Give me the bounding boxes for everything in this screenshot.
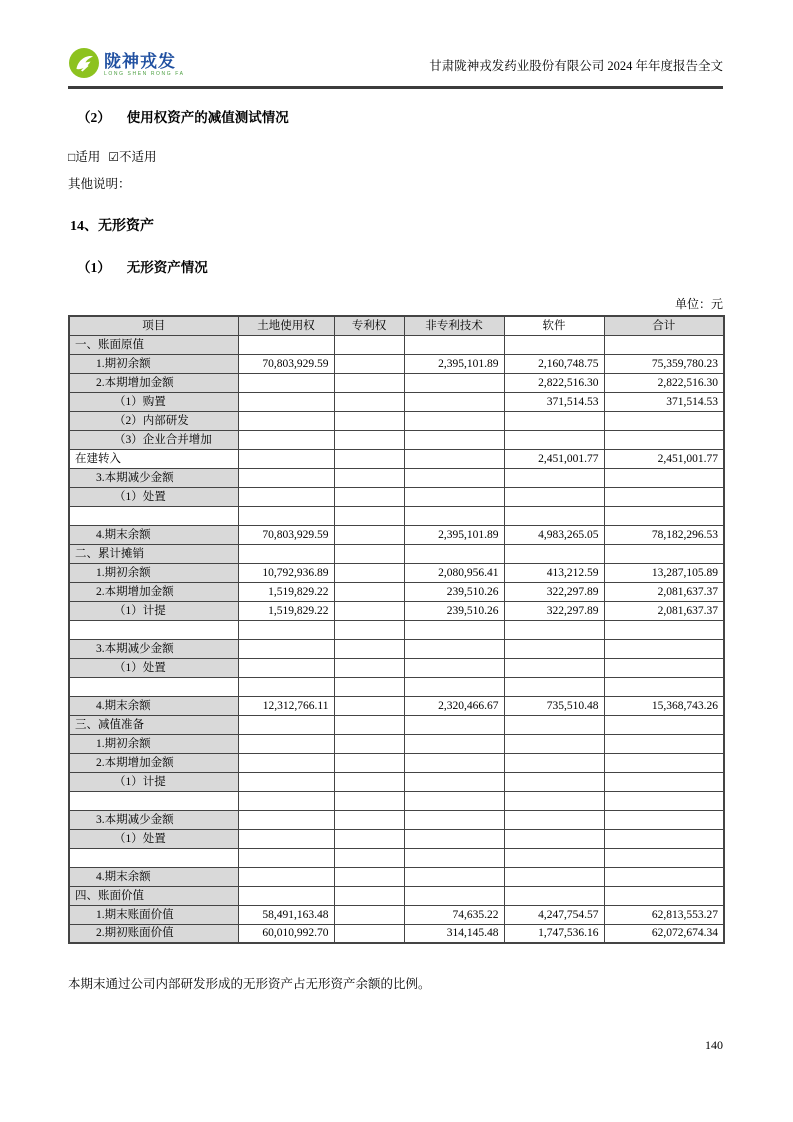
cell-value [604,620,724,639]
cell-value [604,886,724,905]
cell-value: 2,395,101.89 [404,354,504,373]
cell-value [504,848,604,867]
cell-value [238,791,334,810]
cell-value: 4,983,265.05 [504,525,604,544]
cell-value: 2,081,637.37 [604,582,724,601]
row-label: （1）计提 [69,601,238,620]
cell-value: 78,182,296.53 [604,525,724,544]
checkbox-checked-icon: ☑ [108,150,120,164]
cell-value [334,525,404,544]
cell-value: 70,803,929.59 [238,354,334,373]
cell-value: 2,160,748.75 [504,354,604,373]
column-header-1: 土地使用权 [238,316,334,335]
cell-value [404,886,504,905]
cell-value [238,772,334,791]
row-label: 4.期末余额 [69,867,238,886]
cell-value [604,658,724,677]
cell-value [238,468,334,487]
cell-value: 1,747,536.16 [504,924,604,943]
brand-name-cn: 陇神戎发 [104,51,176,71]
applicable-label: 适用 [75,150,101,164]
cell-value: 1,519,829.22 [238,601,334,620]
cell-value [604,677,724,696]
table-row [69,810,724,829]
row-label: 1.期初余额 [69,734,238,753]
cell-value [334,392,404,411]
cell-value: 2,395,101.89 [404,525,504,544]
row-label [69,620,238,639]
cell-value [404,392,504,411]
cell-value [404,848,504,867]
cell-value [334,487,404,506]
cell-value [334,468,404,487]
cell-value [504,677,604,696]
row-label: 1.期末账面价值 [69,905,238,924]
cell-value [504,810,604,829]
header-divider [68,86,723,89]
cell-value [334,924,404,943]
row-label: 1.期初余额 [69,563,238,582]
cell-value [238,620,334,639]
table-row [69,468,724,487]
cell-value [404,506,504,525]
cell-value [504,411,604,430]
cell-value [334,335,404,354]
footer-note: 本期末通过公司内部研发形成的无形资产占无形资产余额的比例。 [68,977,431,991]
cell-value [504,772,604,791]
checkbox-empty-icon: □ [68,150,76,164]
cell-value: 2,320,466.67 [404,696,504,715]
table-row [69,867,724,886]
cell-value: 60,010,992.70 [238,924,334,943]
cell-value [334,867,404,886]
section-heading-intangible-assets: 14、无形资产 [70,219,154,234]
cell-value: 4,247,754.57 [504,905,604,924]
table-row [69,658,724,677]
cell-value [404,772,504,791]
table-row [69,715,724,734]
section-heading-impairment [68,106,723,126]
row-label: （2）内部研发 [69,411,238,430]
row-label: 4.期末余额 [69,696,238,715]
row-label: 2.本期增加金额 [69,753,238,772]
cell-value [238,411,334,430]
cell-value [334,848,404,867]
cell-value: 2,451,001.77 [604,449,724,468]
cell-value [404,411,504,430]
cell-value [504,886,604,905]
row-label [69,848,238,867]
cell-value: 2,080,956.41 [404,563,504,582]
cell-value [238,677,334,696]
cell-value: 239,510.26 [404,582,504,601]
cell-value [504,658,604,677]
row-label: 1.期初余额 [69,354,238,373]
cell-value [404,658,504,677]
cell-value [504,791,604,810]
cell-value [238,886,334,905]
table-row [69,373,724,392]
cell-value [604,791,724,810]
cell-value [238,734,334,753]
cell-value: 13,287,105.89 [604,563,724,582]
cell-value [604,506,724,525]
cell-value [504,506,604,525]
cell-value: 12,312,766.11 [238,696,334,715]
cell-value [404,620,504,639]
cell-value [604,810,724,829]
cell-value [334,354,404,373]
cell-value: 413,212.59 [504,563,604,582]
cell-value [604,753,724,772]
cell-value [504,829,604,848]
row-label: 2.本期增加金额 [69,373,238,392]
cell-value: 2,822,516.30 [504,373,604,392]
cell-value: 2,822,516.30 [604,373,724,392]
cell-value [404,753,504,772]
row-label: 四、账面价值 [69,886,238,905]
section-number: （2） [77,110,111,125]
row-label: 3.本期减少金额 [69,639,238,658]
row-label [69,677,238,696]
cell-value [334,734,404,753]
cell-value: 371,514.53 [504,392,604,411]
subsection-number: （1） [77,260,111,275]
section-title: 使用权资产的减值测试情况 [126,110,289,125]
table-row [69,335,724,354]
cell-value [334,639,404,658]
cell-value [334,905,404,924]
cell-value [238,430,334,449]
cell-value: 322,297.89 [504,582,604,601]
logo-icon [68,47,100,84]
cell-value [334,791,404,810]
cell-value [404,734,504,753]
table-row [69,392,724,411]
row-label: 2.期初账面价值 [69,924,238,943]
row-label: 4.期末余额 [69,525,238,544]
cell-value [334,544,404,563]
cell-value [604,639,724,658]
cell-value [504,715,604,734]
row-label: 二、累计摊销 [69,544,238,563]
table-row [69,411,724,430]
table-row [69,525,724,544]
cell-value [334,563,404,582]
page-number: 140 [705,1038,723,1052]
table-row [69,924,724,943]
cell-value [404,715,504,734]
cell-value [238,506,334,525]
cell-value [334,582,404,601]
table-row [69,696,724,715]
unit-label: 单位：元 [674,297,723,311]
cell-value [334,829,404,848]
cell-value [238,373,334,392]
table-row [69,772,724,791]
table-row [69,848,724,867]
cell-value [334,677,404,696]
table-row [69,449,724,468]
row-label: 2.本期增加金额 [69,582,238,601]
cell-value [238,639,334,658]
table-row [69,791,724,810]
table-row [69,639,724,658]
page-header [68,0,723,86]
column-header-4: 软件 [504,316,604,335]
row-label [69,791,238,810]
cell-value [404,430,504,449]
table-row [69,582,724,601]
cell-value [604,544,724,563]
intangible-assets-table [68,315,725,944]
document-title: 甘肃陇神戎发药业股份有限公司 2024 年年度报告全文 [429,59,723,73]
cell-value [334,810,404,829]
cell-value [238,335,334,354]
cell-value [404,487,504,506]
cell-value [404,810,504,829]
row-label: （1）购置 [69,392,238,411]
table-row [69,563,724,582]
applicability-line [68,147,723,165]
other-note-label: 其他说明： [68,177,131,191]
cell-value [504,867,604,886]
cell-value [238,658,334,677]
cell-value [504,544,604,563]
subsection-title: 无形资产情况 [126,260,208,275]
cell-value [238,753,334,772]
cell-value [604,829,724,848]
cell-value [334,715,404,734]
table-row [69,354,724,373]
cell-value [404,335,504,354]
table-row [69,487,724,506]
cell-value [334,449,404,468]
row-label: （1）处置 [69,658,238,677]
cell-value [604,715,724,734]
column-header-3: 非专利技术 [404,316,504,335]
row-label: （3）企业合并增加 [69,430,238,449]
not-applicable-label: 不适用 [119,150,157,164]
cell-value: 15,368,743.26 [604,696,724,715]
row-label: 三、减值准备 [69,715,238,734]
cell-value [504,335,604,354]
cell-value: 75,359,780.23 [604,354,724,373]
cell-value [334,772,404,791]
cell-value: 735,510.48 [504,696,604,715]
cell-value [604,867,724,886]
cell-value [334,753,404,772]
cell-value [334,506,404,525]
cell-value [334,411,404,430]
table-row [69,620,724,639]
row-label: 3.本期减少金额 [69,810,238,829]
cell-value [334,696,404,715]
cell-value [238,810,334,829]
cell-value [238,848,334,867]
cell-value [404,829,504,848]
cell-value [504,753,604,772]
cell-value [334,620,404,639]
cell-value [604,772,724,791]
cell-value [238,715,334,734]
cell-value [504,468,604,487]
table-row [69,753,724,772]
cell-value [504,430,604,449]
cell-value [238,829,334,848]
cell-value [604,411,724,430]
cell-value [404,544,504,563]
cell-value: 1,519,829.22 [238,582,334,601]
cell-value [238,392,334,411]
cell-value: 2,451,001.77 [504,449,604,468]
cell-value [604,848,724,867]
cell-value: 70,803,929.59 [238,525,334,544]
row-label: 3.本期减少金额 [69,468,238,487]
cell-value [404,449,504,468]
cell-value [604,335,724,354]
cell-value: 62,813,553.27 [604,905,724,924]
cell-value: 314,145.48 [404,924,504,943]
cell-value: 74,635.22 [404,905,504,924]
table-row [69,886,724,905]
row-label: （1）处置 [69,829,238,848]
cell-value [404,791,504,810]
cell-value [604,487,724,506]
cell-value [334,601,404,620]
logo-text [104,53,185,78]
table-row [69,677,724,696]
table-row [69,544,724,563]
row-label [69,506,238,525]
cell-value: 62,072,674.34 [604,924,724,943]
column-header-2: 专利权 [334,316,404,335]
row-label: （1）计提 [69,772,238,791]
cell-value [334,373,404,392]
row-label: 一、账面原值 [69,335,238,354]
row-label: （1）处置 [69,487,238,506]
cell-value [334,886,404,905]
cell-value [504,734,604,753]
column-header-5: 合计 [604,316,724,335]
cell-value: 371,514.53 [604,392,724,411]
cell-value: 10,792,936.89 [238,563,334,582]
cell-value [604,430,724,449]
table-row [69,734,724,753]
cell-value: 322,297.89 [504,601,604,620]
cell-value [334,658,404,677]
table-row [69,506,724,525]
cell-value [404,468,504,487]
cell-value [404,373,504,392]
column-header-0: 项目 [69,316,238,335]
company-logo [68,47,185,84]
row-label: 在建转入 [69,449,238,468]
cell-value: 2,081,637.37 [604,601,724,620]
table-row [69,829,724,848]
cell-value [238,449,334,468]
cell-value [238,544,334,563]
cell-value [404,677,504,696]
cell-value: 58,491,163.48 [238,905,334,924]
cell-value [604,734,724,753]
cell-value [604,468,724,487]
cell-value [404,639,504,658]
table-header-row [69,316,724,335]
cell-value [504,639,604,658]
table-row [69,601,724,620]
cell-value [238,867,334,886]
table-row [69,430,724,449]
cell-value: 239,510.26 [404,601,504,620]
cell-value [238,487,334,506]
section-heading-intangible-detail [68,256,723,276]
table-row [69,905,724,924]
cell-value [404,867,504,886]
cell-value [504,620,604,639]
brand-name-en: LONG SHEN RONG FA [104,70,185,77]
cell-value [334,430,404,449]
cell-value [504,487,604,506]
